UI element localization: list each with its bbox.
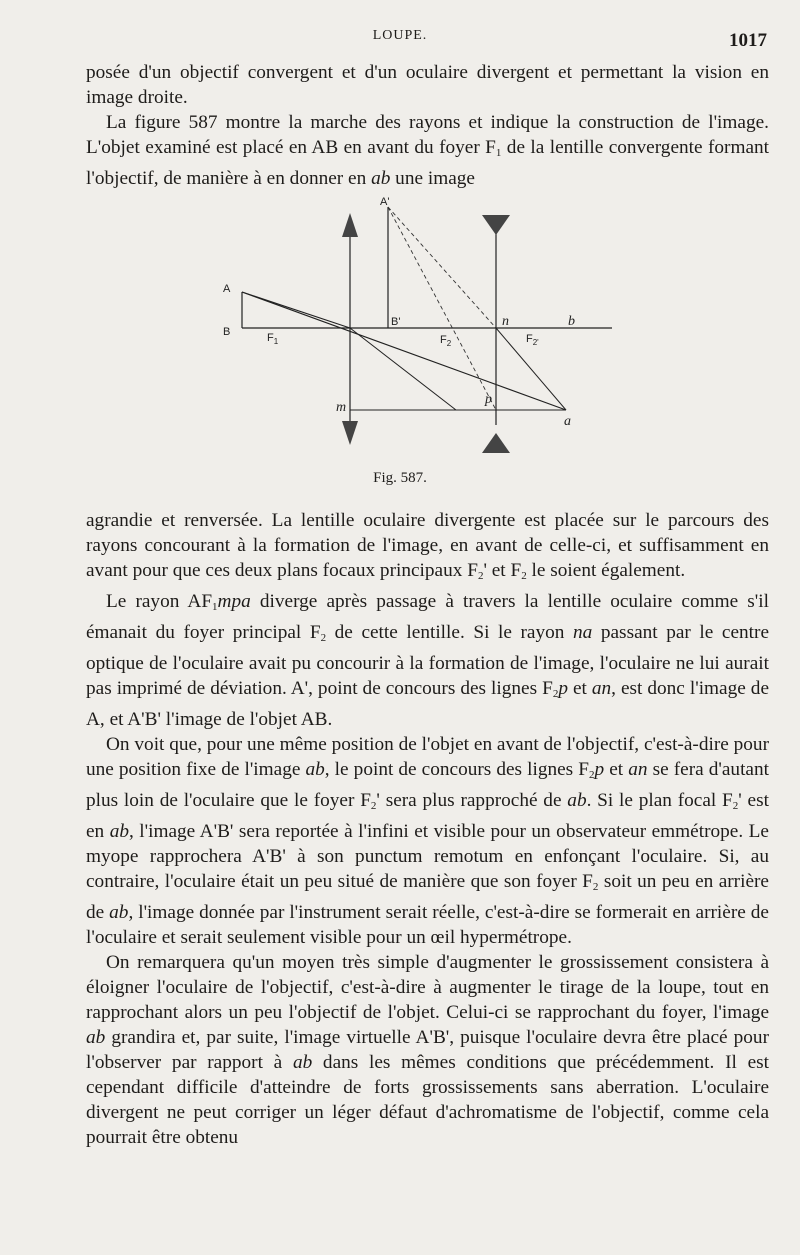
ray-dashed-2 bbox=[388, 207, 496, 328]
label-F1-subscript: 1 bbox=[273, 337, 279, 346]
subscript: 1 bbox=[495, 147, 502, 159]
paragraph-6 bbox=[86, 950, 769, 1150]
prime: ' bbox=[376, 790, 380, 811]
subscript: 2 bbox=[521, 570, 527, 582]
symbol-an: an bbox=[591, 678, 612, 699]
symbol-an: an bbox=[628, 759, 648, 780]
text: et F bbox=[486, 560, 522, 581]
text: le soient également. bbox=[526, 560, 686, 581]
text: et bbox=[567, 678, 592, 699]
subscript: 2 bbox=[320, 632, 327, 644]
paragraph-1-text: posée d'un objectif convergent et d'un oculaire divergent et permettant la vision en image droite. bbox=[86, 62, 769, 108]
subscript: 2 bbox=[592, 881, 599, 893]
subscript: 2 bbox=[477, 570, 484, 582]
text: dans les mêmes conditions que précédemment. Il est cependant difficile d'atteindre de forts grossissements sans aberration. L'oculaire divergent ne peut corriger un léger défaut d'achromatisme de l'objectif, comme cela pourrait être obtenu bbox=[86, 1052, 769, 1148]
label-m: m bbox=[336, 400, 347, 415]
label-a: a bbox=[564, 414, 571, 429]
label-p: p bbox=[485, 392, 492, 407]
symbol-na: na bbox=[573, 622, 593, 643]
objective-arrow-top bbox=[342, 213, 358, 237]
text: se fera d'autant plus loin de l'oculaire que le foyer F bbox=[86, 759, 769, 811]
label-b: b bbox=[568, 314, 575, 329]
text: est en bbox=[86, 790, 769, 842]
text: et bbox=[604, 759, 629, 780]
text: , l'image donnée par l'instrument serait réelle, c'est-à-dire se formerait en arrière de l'oculaire et serait seulement visible pour un œil hypermétrope. bbox=[86, 902, 769, 948]
text: La figure 587 montre la marche des rayons et indique la construction de l'image. L'objet examiné est placé en AB en avant du foyer F bbox=[86, 112, 769, 158]
symbol-ab: ab bbox=[86, 1027, 106, 1048]
text: On voit que, pour une même position de l'objet en avant de l'objectif, c'est-à-dire pour une position fixe de l'image bbox=[86, 734, 769, 780]
label-F2-prime-subscript: 2' bbox=[532, 338, 539, 347]
prime: ' bbox=[483, 560, 487, 581]
figure-587 bbox=[220, 195, 620, 475]
bottom-text-block bbox=[86, 508, 769, 1150]
label-B: B bbox=[223, 326, 231, 338]
text: de cette lentille. Si le rayon bbox=[326, 622, 573, 643]
paragraph-2 bbox=[86, 110, 769, 191]
label-F2: $F_2$ bbox=[440, 334, 452, 348]
eyepiece-top bbox=[482, 215, 510, 235]
text: On remarquera qu'un moyen très simple d'augmenter le grossissement consistera à éloigner l'oculaire de l'objectif, c'est-à-dire à augmenter le tirage de la loupe, tout en rapprochant alors un peu l'objectif de l'objet. Celui-ci se rapprochant du foyer, l'image bbox=[86, 952, 769, 1023]
prime: ' bbox=[738, 790, 742, 811]
label-B-prime: B' bbox=[391, 316, 401, 328]
paragraph-1 bbox=[86, 60, 769, 110]
subscript: 2 bbox=[370, 800, 377, 812]
label-n: n bbox=[502, 314, 509, 329]
label-F2-prime: $F_{2'}$ bbox=[526, 333, 539, 347]
label-F2-subscript: 2 bbox=[446, 339, 452, 348]
text: de la lentille convergente formant l'objectif, de manière à en donner en bbox=[86, 137, 770, 189]
text: agrandie et renversée. La lentille oculaire divergente est placée sur le parcours des rayons concourant à la formation de l'image, en avant de celle-ci, et suffisamment en avant pour que ces deux plans focaux principaux F bbox=[86, 510, 769, 581]
top-text-block bbox=[86, 60, 769, 191]
text: , est donc l'image de A, et A'B' l'image de l'objet AB. bbox=[86, 678, 769, 730]
paragraph-3 bbox=[86, 508, 769, 589]
text: soit un peu en arrière de bbox=[86, 871, 769, 923]
subscript: 2 bbox=[589, 769, 595, 781]
text: , l'image A'B' sera reportée à l'infini et visible pour un observateur emmétrope. Le myope rapprochera A'B' à son punctum remotum en enfonçant l'oculaire. Si, au contraire, l'oculaire était un peu situé de manière que son foyer F bbox=[86, 821, 769, 892]
symbol-ab: ab bbox=[109, 821, 129, 842]
symbol-ab: ab bbox=[305, 759, 325, 780]
symbol-ab: ab bbox=[567, 790, 587, 811]
symbol-ab: ab bbox=[109, 902, 129, 923]
label-A: A bbox=[223, 283, 231, 295]
subscript: 1 bbox=[212, 601, 218, 613]
running-title: LOUPE. bbox=[372, 28, 428, 43]
page-number: 1017 bbox=[729, 30, 767, 51]
symbol-mpa: mpa bbox=[217, 591, 251, 612]
ray-dashed-1 bbox=[388, 207, 496, 410]
text: . Si le plan focal F bbox=[586, 790, 733, 811]
text: Le rayon AF bbox=[106, 591, 213, 612]
ray-A-to-a bbox=[242, 292, 566, 410]
label-A-prime: A' bbox=[380, 196, 390, 208]
text: une image bbox=[390, 168, 475, 189]
paragraph-4 bbox=[86, 589, 769, 732]
subscript: 2 bbox=[732, 800, 739, 812]
text: passant par le centre optique de l'oculaire avait pu concourir à la formation de l'image, l'oculaire ne lui aurait pas imprimé de déviation. A', point de concours des lignes F bbox=[86, 622, 769, 699]
symbol-ab: ab bbox=[371, 168, 391, 189]
subscript: 2 bbox=[552, 688, 559, 700]
symbol-p: p bbox=[558, 678, 568, 699]
eyepiece-bottom bbox=[482, 433, 510, 453]
text: grandira et, par suite, l'image virtuelle A'B', puisque l'oculaire devra être placé pour l'observer par rapport à bbox=[86, 1027, 769, 1073]
ray-A-F1 bbox=[242, 292, 350, 328]
text: , le point de concours des lignes F bbox=[324, 759, 589, 780]
symbol-ab: ab bbox=[292, 1052, 313, 1073]
paragraph-5 bbox=[86, 732, 769, 950]
figure-caption: Fig. 587. bbox=[373, 470, 427, 486]
text: sera plus rapproché de bbox=[379, 790, 568, 811]
label-F1: $F_1$ bbox=[267, 332, 279, 346]
objective-arrow-bottom bbox=[342, 421, 358, 445]
symbol-p: p bbox=[594, 759, 605, 780]
text: diverge après passage à travers la lentille oculaire comme s'il émanait du foyer principal F bbox=[86, 591, 769, 643]
running-head bbox=[0, 26, 800, 50]
